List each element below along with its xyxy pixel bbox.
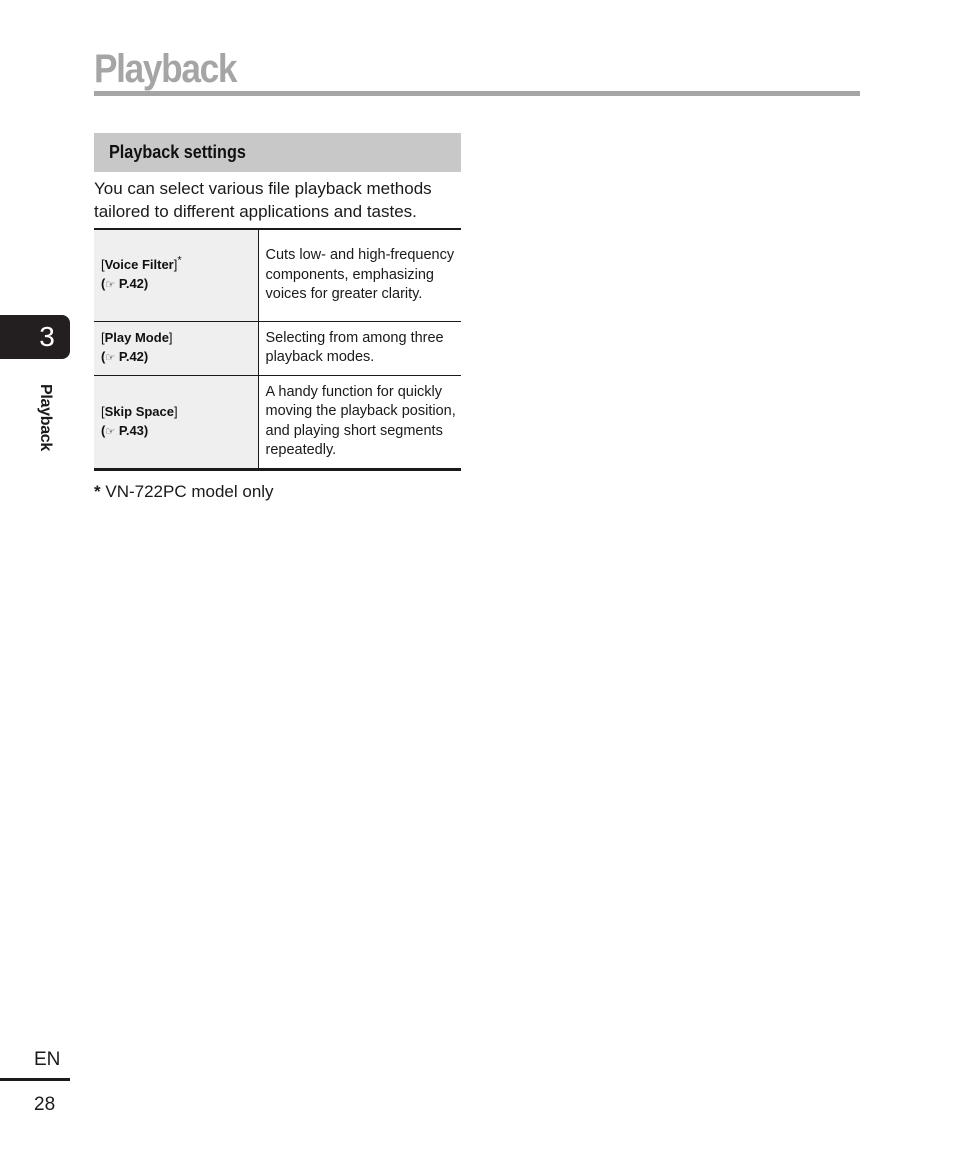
reference-icon: ☞ bbox=[105, 425, 116, 438]
page-title: Playback bbox=[94, 47, 237, 91]
table-row bbox=[94, 229, 461, 321]
page-reference: P.43 bbox=[118, 422, 144, 438]
page-reference: P.42 bbox=[118, 276, 144, 292]
reference-icon: ☞ bbox=[105, 279, 116, 292]
setting-name: Play Mode bbox=[104, 330, 169, 345]
footnote-text: VN-722PC model only bbox=[105, 482, 274, 501]
footnote-mark: * bbox=[94, 482, 101, 501]
section-heading: Playback settings bbox=[109, 142, 246, 162]
page-reference: P.42 bbox=[118, 349, 144, 364]
setting-name-cell: [Voice Filter]* (☞ P.42) bbox=[94, 229, 258, 321]
language-code: EN bbox=[34, 1049, 61, 1070]
setting-description: A handy function for quickly moving the playback position, and playing short segments repeatedly. bbox=[258, 375, 461, 469]
settings-table bbox=[94, 228, 461, 471]
asterisk-mark: * bbox=[177, 254, 182, 267]
setting-description: Selecting from among three playback modes. bbox=[258, 321, 461, 375]
section-header bbox=[94, 133, 461, 172]
footnote bbox=[94, 481, 274, 503]
setting-name-cell: [Play Mode] (☞ P.42) bbox=[94, 321, 258, 375]
table-row bbox=[94, 375, 461, 469]
title-rule bbox=[94, 91, 860, 96]
footer-rule bbox=[0, 1078, 70, 1081]
intro-text: You can select various file playback methods tailored to different applications and tastes. bbox=[94, 179, 432, 221]
setting-name: Skip Space bbox=[104, 403, 174, 419]
reference-icon: ☞ bbox=[105, 352, 116, 364]
setting-name-cell: [Skip Space] (☞ P.43) bbox=[94, 375, 258, 469]
chapter-label: Playback bbox=[37, 384, 54, 451]
page-number: 28 bbox=[34, 1094, 56, 1115]
chapter-side-label bbox=[34, 384, 54, 464]
setting-name: Voice Filter bbox=[104, 257, 174, 273]
table-row bbox=[94, 321, 461, 375]
chapter-tab: 3 bbox=[0, 315, 70, 359]
setting-description: Cuts low- and high-frequency components, emphasizing voices for greater clarity. bbox=[265, 247, 455, 302]
